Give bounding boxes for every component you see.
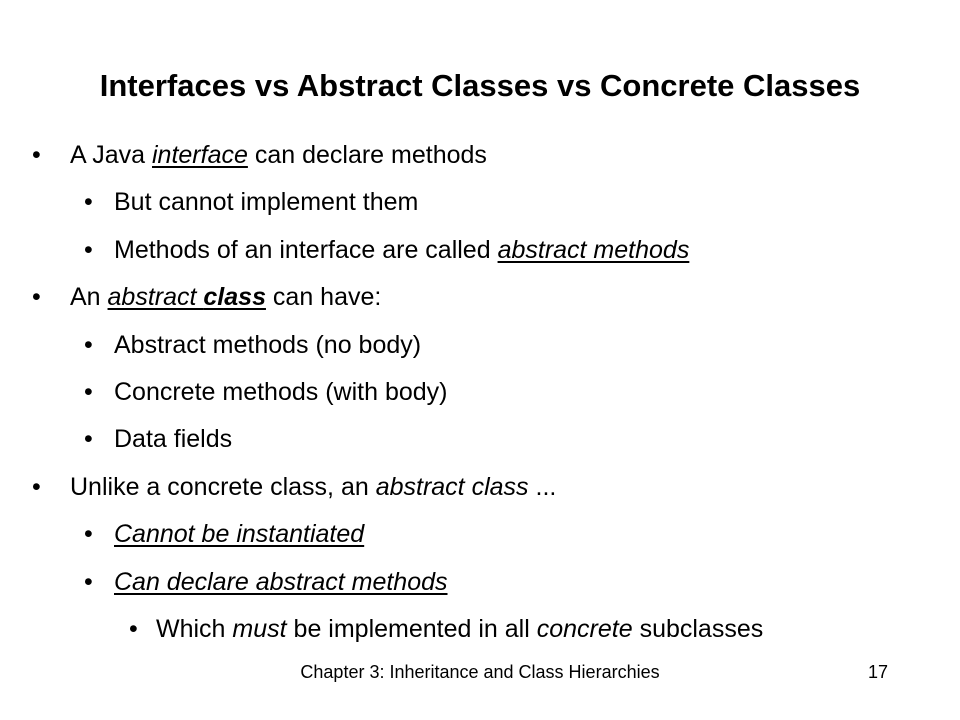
bullet-item (0, 274, 960, 321)
bullet-text (114, 559, 448, 606)
bullet-text (114, 179, 418, 226)
bullet-item (0, 416, 960, 463)
bullet-list (0, 132, 960, 653)
bullet-text-segment: Data fields (114, 425, 233, 454)
bullet-text-segment: interface (152, 141, 248, 169)
bullet-text (114, 227, 689, 274)
bullet-text (114, 416, 232, 463)
bullet-text-segment: ... (528, 472, 557, 501)
bullet-item (0, 464, 960, 511)
bullet-marker: • (84, 188, 93, 217)
bullet-text (70, 464, 556, 511)
bullet-text-segment: abstract (107, 283, 204, 312)
bullet-text-segment: abstract methods (497, 235, 690, 264)
bullet-text-segment: Abstract methods (no body) (114, 330, 422, 359)
bullet-text (70, 274, 381, 321)
bullet-item (0, 227, 960, 274)
bullet-text (70, 132, 487, 179)
bullet-text-segment: Which (156, 614, 233, 643)
bullet-marker: • (84, 520, 93, 549)
bullet-marker: • (129, 614, 138, 643)
bullet-text-segment: class (203, 283, 266, 312)
bullet-marker: • (32, 283, 41, 312)
bullet-item (0, 179, 960, 226)
bullet-text-segment: concrete (536, 614, 633, 643)
bullet-text-segment: abstract class (375, 472, 529, 501)
bullet-text-segment: A Java (70, 141, 152, 169)
bullet-item (0, 369, 960, 416)
bullet-text-segment: be implemented in all (286, 614, 537, 643)
bullet-text-segment: Methods of an interface are called (114, 235, 498, 264)
bullet-text-segment: can declare methods (247, 141, 487, 169)
bullet-marker: • (32, 472, 41, 501)
bullet-item (0, 606, 960, 653)
bullet-marker: • (84, 330, 93, 359)
bullet-marker: • (84, 425, 93, 454)
bullet-text-segment: Can declare abstract methods (114, 567, 448, 596)
bullet-text-segment: must (232, 614, 287, 643)
slide-title: Interfaces vs Abstract Classes vs Concrete Classes (99, 68, 861, 103)
bullet-text-segment: can have: (265, 283, 382, 312)
bullet-text-segment: An (70, 283, 108, 312)
page-number: 17 (868, 662, 889, 682)
bullet-text-segment: Concrete methods (with body) (114, 377, 448, 406)
bullet-text-segment: Cannot be instantiated (114, 520, 365, 549)
bullet-text (156, 606, 763, 653)
bullet-item (0, 322, 960, 369)
bullet-marker: • (84, 567, 93, 596)
bullet-marker: • (84, 235, 93, 264)
bullet-text-segment: But cannot implement them (114, 188, 419, 217)
bullet-marker: • (32, 141, 41, 169)
bullet-text (114, 322, 421, 369)
bullet-text-segment: Unlike a concrete class, an (70, 472, 376, 501)
footer-title: Chapter 3: Inheritance and Class Hierarchies (300, 662, 660, 682)
bullet-item (0, 559, 960, 606)
bullet-text (114, 369, 447, 416)
bullet-text (114, 511, 364, 558)
bullet-marker: • (84, 377, 93, 406)
bullet-item (0, 511, 960, 558)
bullet-item (0, 132, 960, 179)
bullet-text-segment: subclasses (632, 614, 764, 643)
